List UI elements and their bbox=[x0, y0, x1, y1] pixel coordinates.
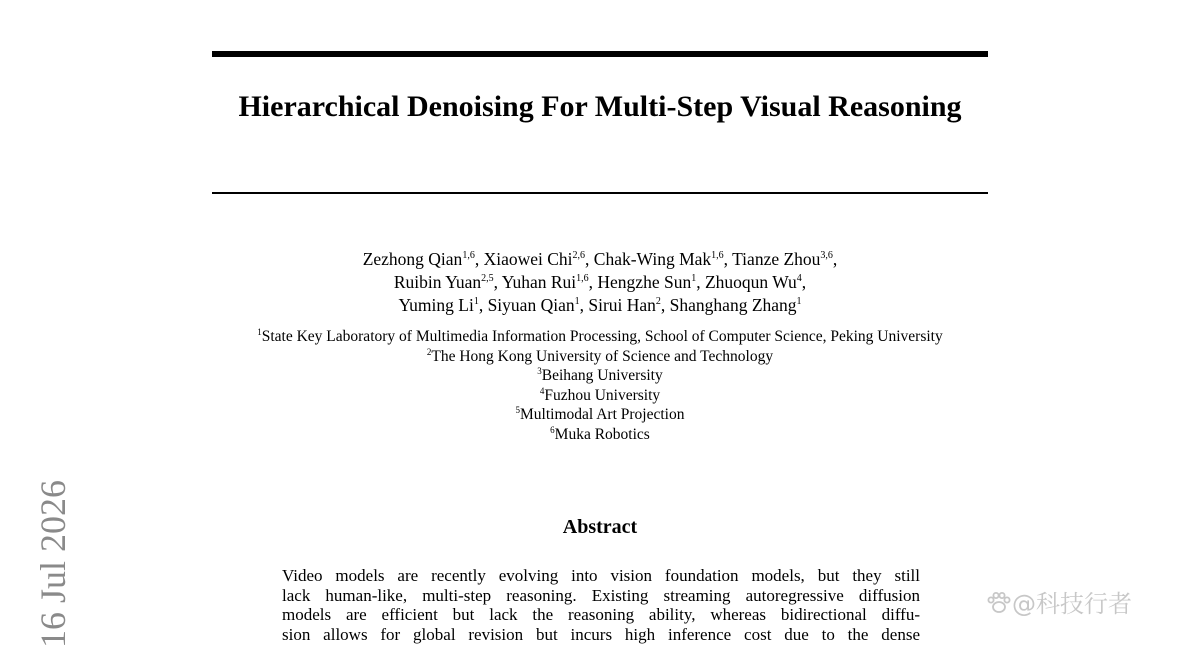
affiliation-text: Beihang University bbox=[541, 367, 663, 384]
author-affiliation-marker: 2,6 bbox=[572, 250, 586, 261]
affiliation-item bbox=[230, 327, 970, 347]
author-affiliation-marker: 1,6 bbox=[711, 250, 724, 261]
author-separator: , bbox=[585, 249, 594, 269]
author-list bbox=[212, 248, 988, 317]
affiliation-number: 2 bbox=[426, 346, 432, 357]
affiliation-number: 5 bbox=[515, 405, 521, 415]
author-affiliation-marker: 1,6 bbox=[576, 273, 589, 284]
author-name: Tianze Zhou bbox=[732, 249, 821, 269]
author-affiliation-marker: 2 bbox=[655, 296, 661, 307]
affiliation-number: 1 bbox=[257, 327, 262, 337]
affiliation-number: 3 bbox=[537, 366, 542, 376]
top-rule bbox=[212, 51, 988, 57]
author-separator: , bbox=[579, 295, 589, 315]
affiliation-text: Fuzhou University bbox=[544, 386, 661, 404]
author-affiliation-marker: 1 bbox=[796, 296, 802, 307]
title-rule bbox=[212, 192, 988, 194]
author-name: Xiaowei Chi bbox=[483, 249, 573, 269]
author-name: Shanghang Zhang bbox=[669, 295, 797, 315]
author-affiliation-marker: 1 bbox=[473, 296, 479, 307]
author-affiliation-marker: 1,6 bbox=[462, 250, 475, 261]
author-name: Yuming Li bbox=[398, 295, 474, 315]
affiliation-list bbox=[230, 327, 970, 444]
author-line bbox=[212, 271, 988, 294]
affiliation-number: 6 bbox=[550, 424, 555, 435]
author-name: Yuhan Rui bbox=[501, 272, 577, 292]
abstract-line: sion allows for global revision but incurs high inference cost due to the dense bbox=[282, 624, 920, 644]
affiliation-text: Multimodal Art Projection bbox=[520, 406, 685, 423]
author-separator: , bbox=[588, 272, 598, 292]
affiliation-text: Muka Robotics bbox=[554, 425, 650, 443]
author-separator: , bbox=[478, 295, 488, 315]
author-separator: , bbox=[832, 249, 838, 269]
abstract-line: lack human-like, multi-step reasoning. Existing streaming autoregressive diffusion bbox=[282, 585, 920, 605]
affiliation-item bbox=[230, 347, 970, 367]
affiliation-item bbox=[230, 425, 970, 445]
author-separator: , bbox=[723, 249, 733, 269]
abstract-heading: Abstract bbox=[562, 516, 638, 538]
abstract-body bbox=[282, 566, 920, 644]
author-affiliation-marker: 4 bbox=[796, 273, 802, 284]
author-name: Ruibin Yuan bbox=[393, 272, 482, 292]
author-separator: , bbox=[696, 272, 705, 292]
paw-icon bbox=[986, 591, 1012, 615]
affiliation-item bbox=[230, 366, 970, 386]
author-line bbox=[212, 248, 988, 271]
paper-title: Hierarchical Denoising For Multi-Step Visual Reasoning bbox=[238, 90, 962, 123]
author-affiliation-marker: 1 bbox=[574, 296, 580, 307]
author-name: Sirui Han bbox=[588, 295, 656, 315]
watermark-text: @科技行者 bbox=[1012, 590, 1132, 618]
author-affiliation-marker: 1 bbox=[691, 273, 697, 284]
author-name: Siyuan Qian bbox=[487, 295, 575, 315]
author-name: Zhuoqun Wu bbox=[704, 272, 797, 292]
author-affiliation-marker: 3,6 bbox=[820, 250, 833, 261]
author-separator: , bbox=[474, 249, 484, 269]
affiliation-item bbox=[230, 405, 970, 425]
author-name: Zezhong Qian bbox=[362, 249, 463, 269]
author-name: Hengzhe Sun bbox=[597, 272, 692, 292]
author-line bbox=[212, 294, 988, 317]
watermark bbox=[986, 588, 1132, 620]
author-affiliation-marker: 2,5 bbox=[481, 273, 494, 284]
affiliation-number: 4 bbox=[539, 385, 545, 396]
author-separator: , bbox=[660, 295, 670, 315]
author-separator: , bbox=[493, 272, 502, 292]
author-name: Chak-Wing Mak bbox=[593, 249, 712, 269]
abstract-line: models are efficient but lack the reasoning ability, whereas bidirectional diffu- bbox=[282, 605, 920, 625]
affiliation-item bbox=[230, 386, 970, 406]
arxiv-date-stamp: 16 Jul 2026 bbox=[33, 479, 73, 648]
affiliation-text: State Key Laboratory of Multimedia Information Processing, School of Computer Science, Peking University bbox=[261, 328, 943, 345]
abstract-line: Video models are recently evolving into vision foundation models, but they still bbox=[282, 566, 920, 585]
author-separator: , bbox=[801, 272, 807, 292]
affiliation-text: The Hong Kong University of Science and Technology bbox=[431, 347, 774, 365]
